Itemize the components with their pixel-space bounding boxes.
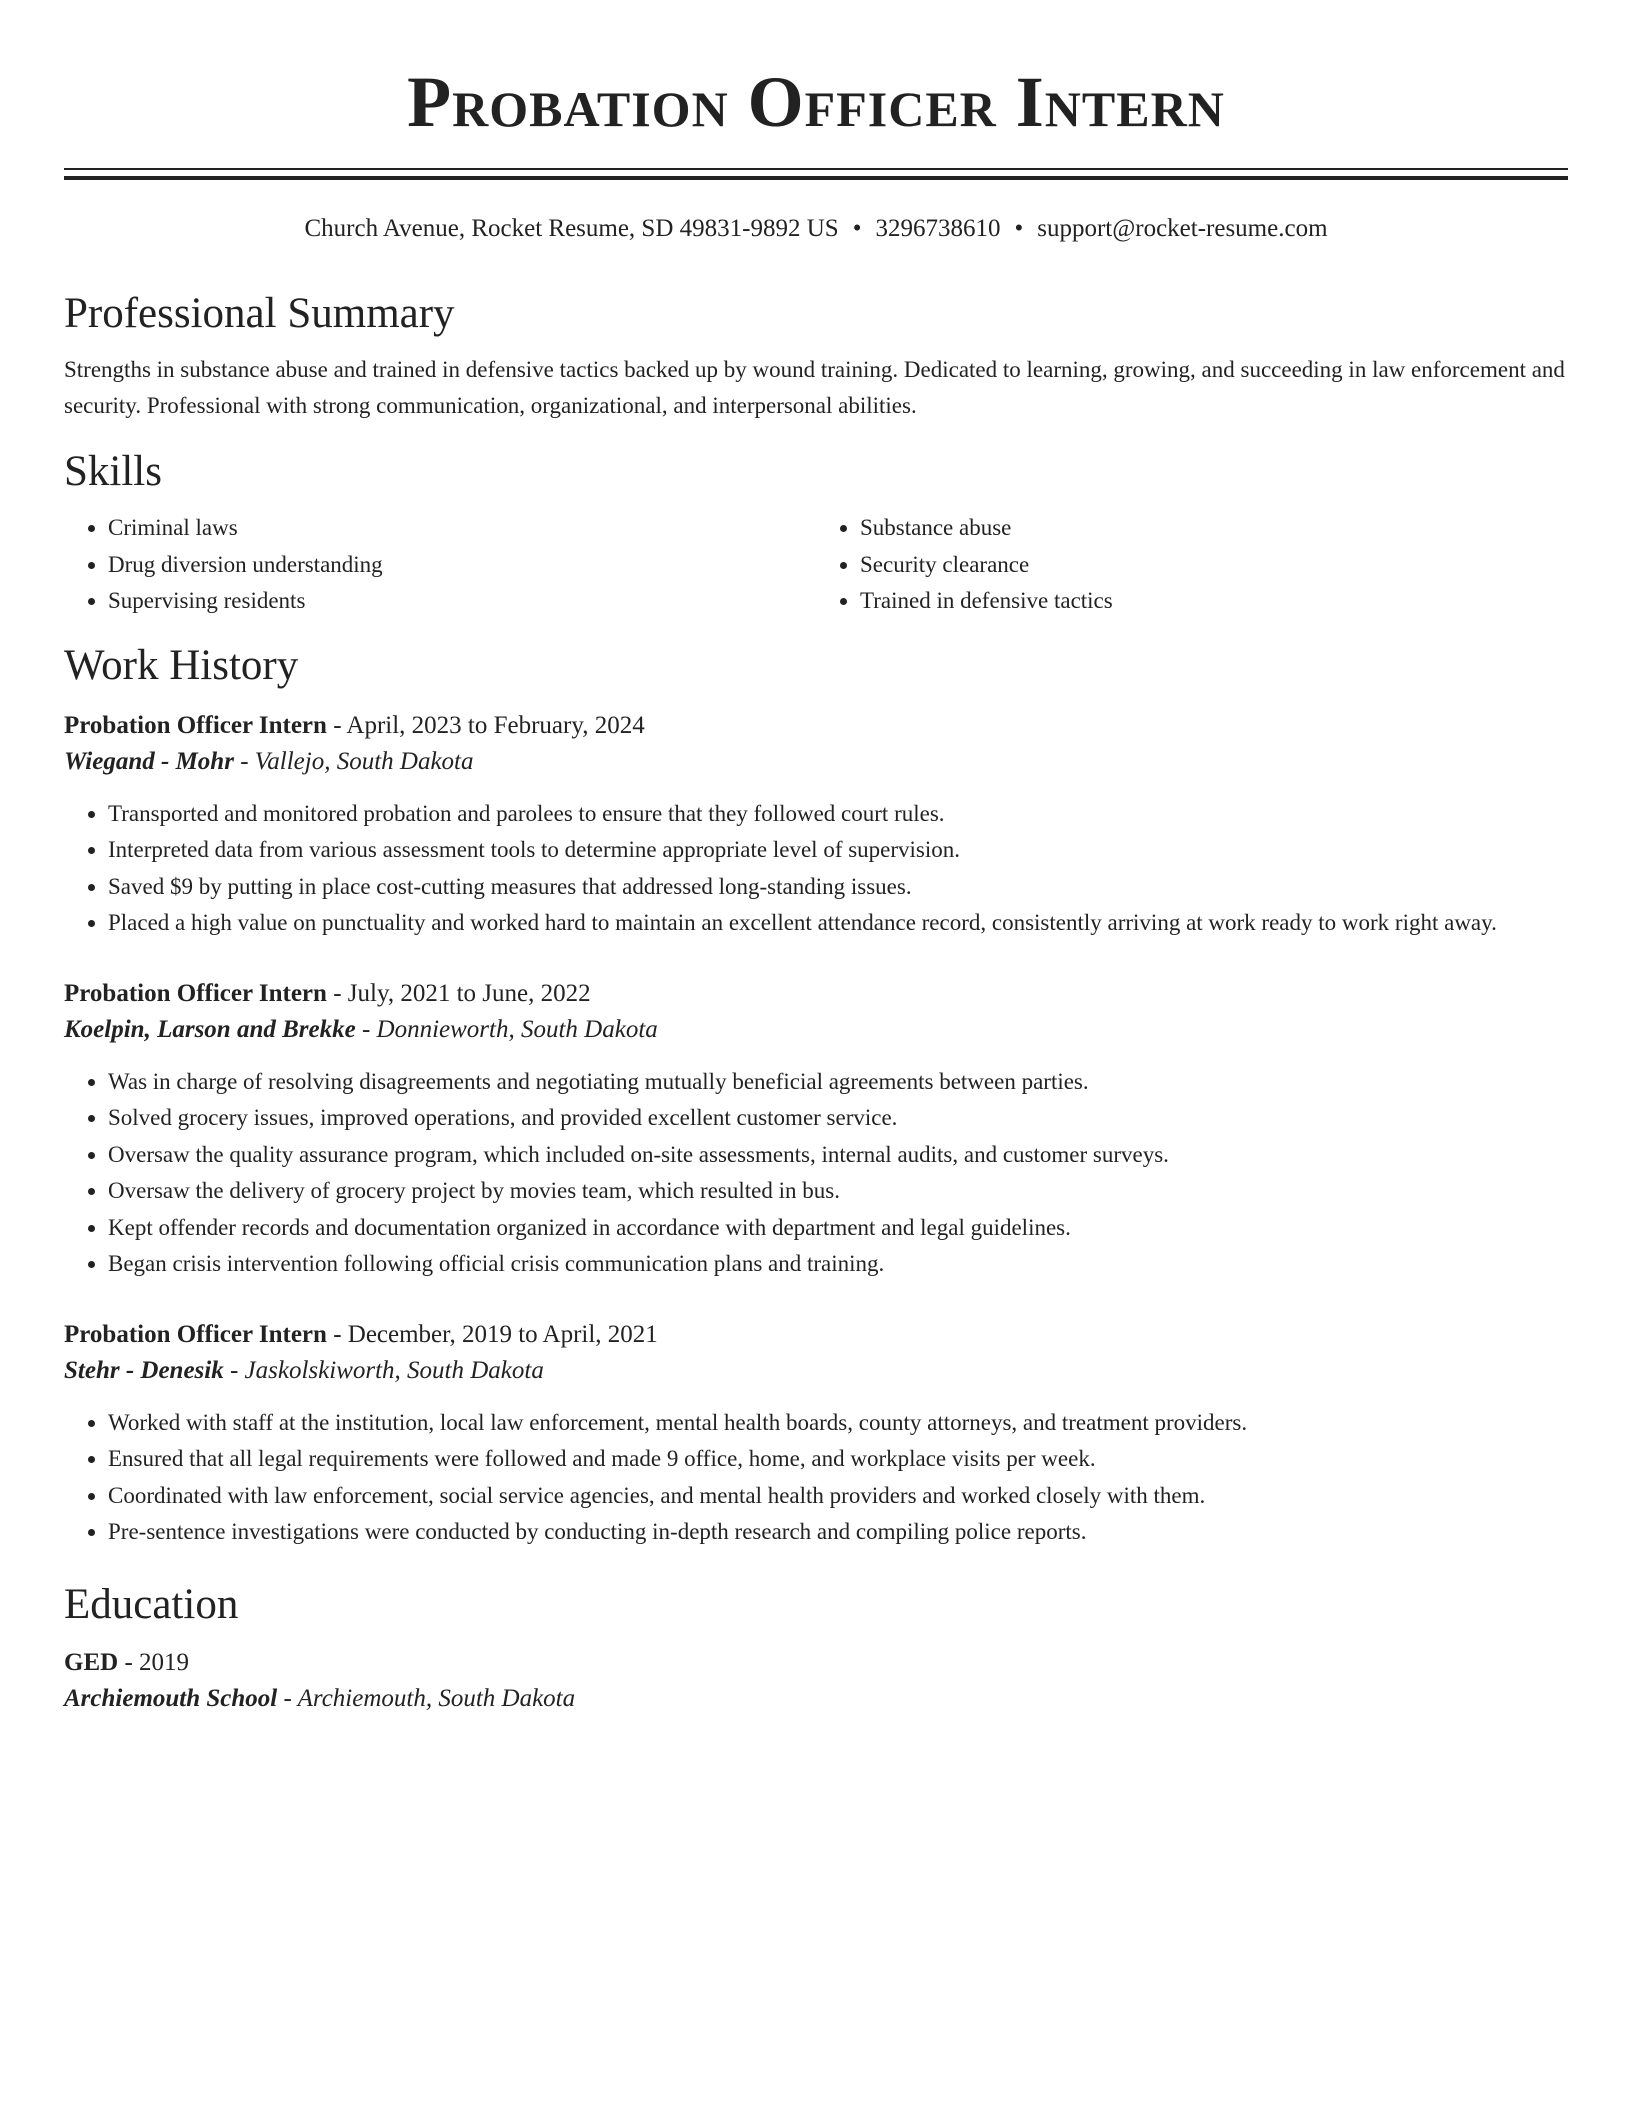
job-duties-list	[64, 796, 1568, 942]
job-duty: • Oversaw the delivery of grocery project by movies team, which resulted in bus.	[108, 1173, 1568, 1210]
job-company-line	[64, 1012, 1568, 1048]
education-degree: GED	[64, 1648, 119, 1676]
contact-separator: •	[1014, 215, 1024, 242]
job-company: Koelpin, Larson and Brekke	[64, 1015, 356, 1043]
contact-address: Church Avenue, Rocket Resume, SD 49831-9892 US	[304, 215, 839, 242]
job-company-line	[64, 744, 1568, 780]
skills-columns	[64, 510, 1568, 620]
job-dates: - December, 2019 to April, 2021	[333, 1320, 658, 1348]
candidate-name: Probation Officer Intern	[407, 62, 1225, 142]
job-duties-list	[64, 1064, 1568, 1283]
header-rule-thin	[64, 168, 1568, 170]
job-duty: • Transported and monitored probation and parolees to ensure that they followed court rules.	[108, 796, 1568, 833]
skill-item: • Substance abuse	[860, 510, 1568, 547]
skills-list-right	[816, 510, 1568, 620]
contact-separator: •	[852, 215, 862, 242]
job-duty: • Interpreted data from various assessment tools to determine appropriate level of supervision.	[108, 832, 1568, 869]
education-school-line	[64, 1681, 1568, 1717]
job-heading	[64, 708, 1568, 744]
skill-item: • Trained in defensive tactics	[860, 583, 1568, 620]
skill-item: • Security clearance	[860, 547, 1568, 584]
education-year: - 2019	[124, 1648, 190, 1676]
job-dates: - July, 2021 to June, 2022	[333, 979, 591, 1007]
job-location: - Jaskolskiworth, South Dakota	[229, 1356, 544, 1384]
summary-text: Strengths in substance abuse and trained in defensive tactics backed up by wound training. Dedicated to learning, growing, and succeeding in law enforcement and security. Professional with strong communication, organizational, and interpersonal abilities.	[64, 357, 1565, 418]
contact-email: support@rocket-resume.com	[1037, 215, 1328, 242]
job-title: Probation Officer Intern	[64, 1320, 327, 1348]
header-rule-thick	[64, 176, 1568, 180]
job-heading	[64, 976, 1568, 1012]
job-duty: • Solved grocery issues, improved operations, and provided excellent customer service.	[108, 1100, 1568, 1137]
job-company: Wiegand - Mohr	[64, 747, 234, 775]
job-duty: • Coordinated with law enforcement, social service agencies, and mental health providers and worked closely with them.	[108, 1478, 1568, 1515]
contact-line	[64, 214, 1568, 244]
job-location: - Donnieworth, South Dakota	[361, 1015, 658, 1043]
contact-phone: 3296738610	[875, 215, 1001, 242]
job-company: Stehr - Denesik	[64, 1356, 224, 1384]
job-dates: - April, 2023 to February, 2024	[333, 711, 645, 739]
job-duty: • Saved $9 by putting in place cost-cutting measures that addressed long-standing issues.	[108, 869, 1568, 906]
job-duty: • Was in charge of resolving disagreements and negotiating mutually beneficial agreements between parties.	[108, 1064, 1568, 1101]
job-duties-list	[64, 1405, 1568, 1551]
job-heading	[64, 1317, 1568, 1353]
education-heading-line	[64, 1645, 1568, 1681]
job-company-line	[64, 1353, 1568, 1389]
job-duty: • Oversaw the quality assurance program, which included on-site assessments, internal audits, and customer surveys.	[108, 1137, 1568, 1174]
education-heading: Education	[64, 1580, 239, 1628]
job-duty: • Worked with staff at the institution, local law enforcement, mental health boards, county attorneys, and treatment providers.	[108, 1405, 1568, 1442]
summary-heading: Professional Summary	[64, 290, 455, 337]
work-history-heading: Work History	[64, 641, 299, 689]
skill-item: • Supervising residents	[108, 583, 816, 620]
job-duty: • Kept offender records and documentation organized in accordance with department and legal guidelines.	[108, 1210, 1568, 1247]
education-location: - Archiemouth, South Dakota	[283, 1684, 576, 1712]
job-location: - Vallejo, South Dakota	[240, 747, 474, 775]
skills-heading: Skills	[64, 448, 162, 495]
skills-list-left	[64, 510, 816, 620]
job-duty: • Began crisis intervention following official crisis communication plans and training.	[108, 1246, 1568, 1283]
job-duty: • Placed a high value on punctuality and worked hard to maintain an excellent attendance record, consistently arriving at work ready to work right away.	[108, 905, 1568, 942]
job-duty: • Pre-sentence investigations were conducted by conducting in-depth research and compiling police reports.	[108, 1514, 1568, 1551]
job-title: Probation Officer Intern	[64, 711, 327, 739]
education-school: Archiemouth School	[64, 1684, 278, 1712]
skill-item: • Criminal laws	[108, 510, 816, 547]
job-title: Probation Officer Intern	[64, 979, 327, 1007]
job-duty: • Ensured that all legal requirements were followed and made 9 office, home, and workplace visits per week.	[108, 1441, 1568, 1478]
skill-item: • Drug diversion understanding	[108, 547, 816, 584]
